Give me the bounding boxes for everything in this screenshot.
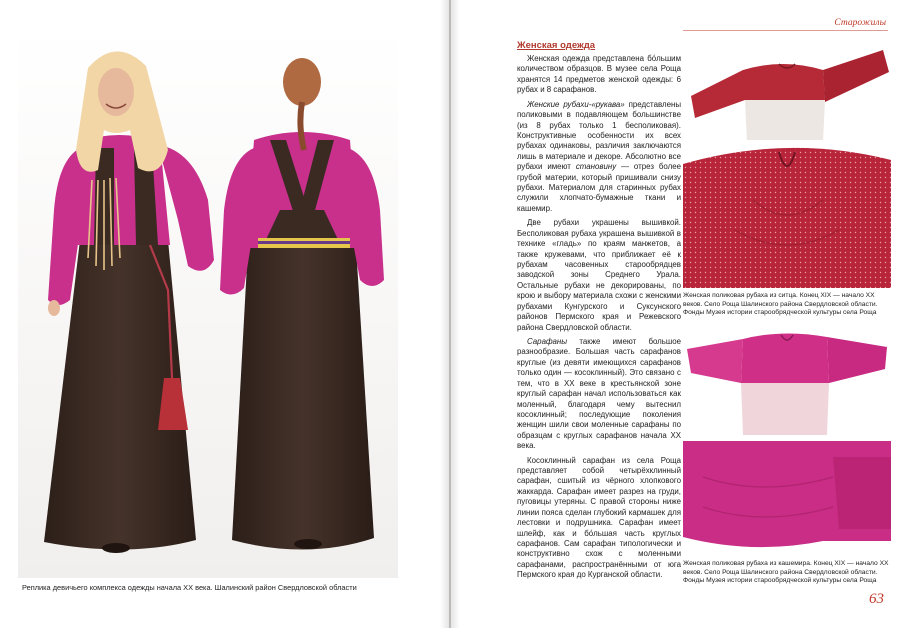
running-head: Старожилы <box>834 18 886 28</box>
running-head-rule <box>683 30 888 31</box>
article-paragraph <box>517 337 681 452</box>
italic-term: Женские рубахи-«рукава» <box>527 99 625 109</box>
caption-cotton-shirt: Женская поликовая рубаха из ситца. Конец XIX — начало XX веков. Село Роща Шалинского района Свердловской области. Фонды Музея истории старообрядческой культуры села Роща <box>683 292 878 317</box>
cotton-shirt-photo <box>683 40 891 144</box>
text-run: также имеют большое разнообразие. Большая часть сарафанов круглые (из девяти имеющихся сарафанов только один — косоклинный). Это связано с тем, что в XX веке в крестьянской зоне круглый сарафан начал использоваться как моленный, благодаря чему вытеснил косоклинный; последующие поколения женщин шили свои моленные сарафаны по образцам с круглых сарафанов начала XX века. <box>517 336 681 451</box>
cashmere-sleeve-detail-photo <box>683 437 891 555</box>
left-page <box>0 0 449 628</box>
article-paragraph <box>517 456 681 581</box>
cotton-shirt-detail-photo <box>683 140 891 288</box>
costume-photo <box>18 30 398 578</box>
caption-cashmere-shirt: Женская поликовая рубаха из кашемира. Конец XIX — начало XX веков. Село Роща Шалинского района Свердловской области. Фонды Музея истории старообрядческой культуры села Роща <box>683 560 889 585</box>
text-run: Женская одежда представлена бо́льшим количеством образцов. В музее села Роща хранятся 14 предметов женской одежды: 6 рубах и 8 сарафанов. <box>517 54 681 95</box>
article-paragraph <box>517 54 681 96</box>
italic-term: Сарафаны <box>527 336 568 346</box>
italic-term: становину <box>575 162 617 172</box>
text-run: Косоклинный сарафан из села Роща представляет собой четырёхклинный сарафан, сшитый из чёрного хлопкового жаккарда. Сарафан имеет разрез на груди, пуговицы утеряны. С правой стороны ниже линии пояса сделан глубокий кармашек для лестовки и подрушника. Сарафан имеет шлейф, как и бо́льшая часть круглых сарафанов. Сам сарафан типологически и конструктивно схож с моленными сарафанами, распространёнными от юга Пермского края до Курганской области. <box>517 455 681 580</box>
article-paragraph <box>517 218 681 333</box>
article-column <box>517 40 681 585</box>
section-title: Женская одежда <box>517 40 596 51</box>
article-body <box>517 54 681 581</box>
book-gutter <box>440 0 460 628</box>
page-number: 63 <box>869 591 884 607</box>
article-paragraph <box>517 100 681 215</box>
left-caption: Реплика девичьего комплекса одежды начала XX века. Шалинский район Свердловской области <box>22 583 357 592</box>
text-run: — отрез более грубой материи, который пришивали снизу рубахи. Материалом для старинных рубах служили хлопчато-бумажные ткани и кашемир. <box>517 162 681 213</box>
cashmere-shirt-photo <box>683 323 891 439</box>
text-run: представлены поликовыми в подавляющем большинстве (из 8 рубах только 1 бесполиковая). Конструктивные особенности их всех рубахах одинаковы, различия заключаются лишь в материале и декоре. Абсолютно все рубахи имеют <box>517 99 681 172</box>
text-run: Две рубахи украшены вышивкой. Бесполиковая рубаха украшена вышивкой в технике «гладь» по краям манжетов, а также кружевами, что приближает её к рубахам часовенных старообрядцев заводской зоны Среднего Урала. Остальные рубахи не декорированы, по крою и выбору материала схожи с женскими рубахами Кунгурского и Суксунского районов Пермского края и Режевского района Свердловской области. <box>517 218 681 332</box>
right-page <box>451 0 900 628</box>
